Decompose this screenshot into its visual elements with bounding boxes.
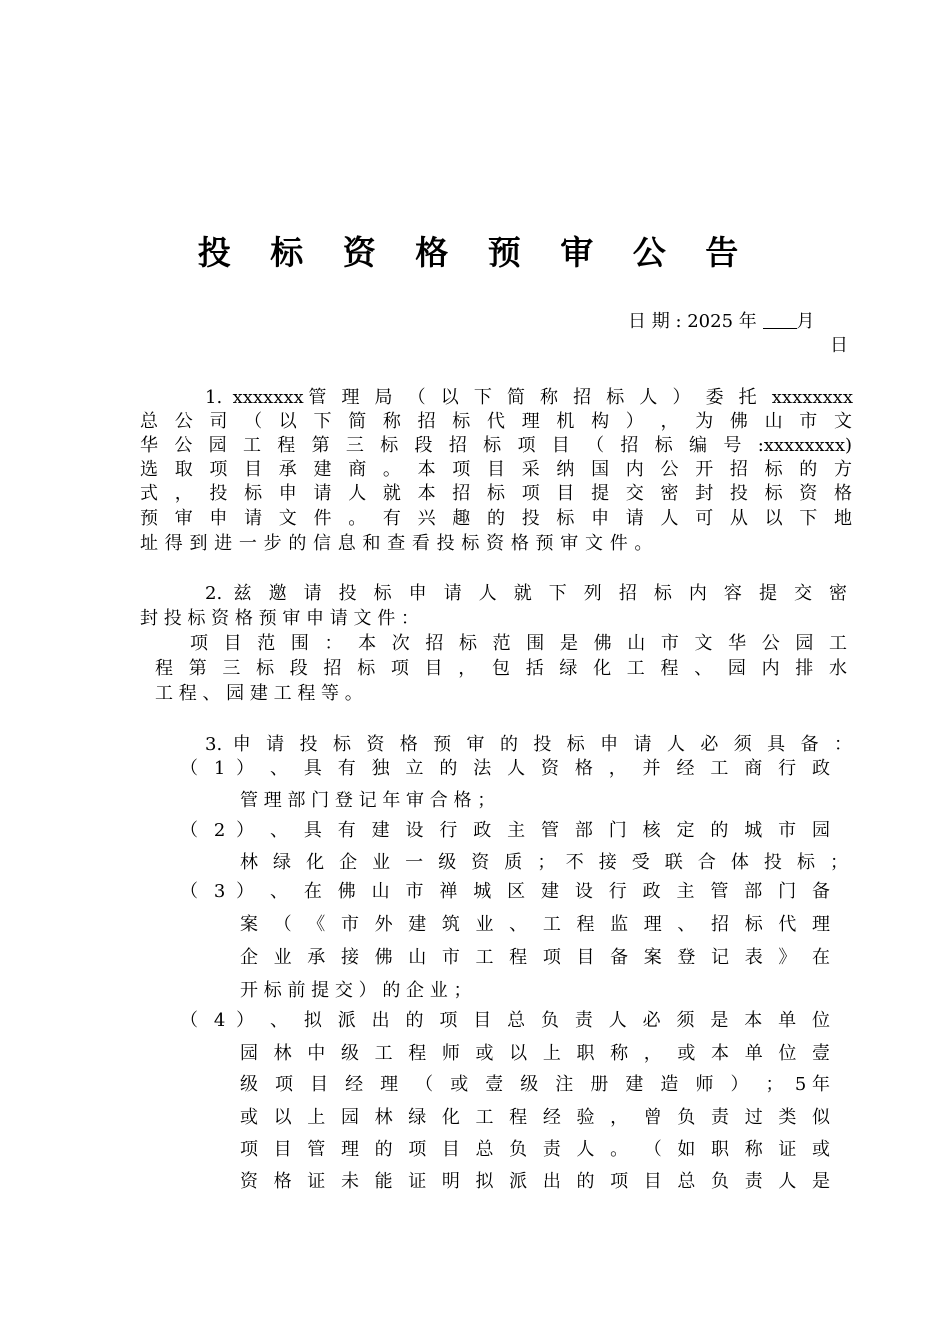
scope-line: 程 第 三 标 段 招 标 项 目 ， 包 括 绿 化 工 程 、 园 内 排 水	[155, 658, 847, 679]
requirement-item-4-cont: 项 目 管 理 的 项 目 总 负 责 人 。 （ 如 职 称 证 或	[240, 1139, 830, 1160]
requirement-item-3-cont: 开 标 前 提 交 ） 的 企 业 ；	[240, 980, 472, 1001]
section2-line: 封 投 标 资 格 预 审 申 请 文 件 ：	[140, 608, 419, 629]
section3-heading: 3. 申 请 投 标 资 格 预 审 的 投 标 申 请 人 必 须 具 备 ：	[205, 734, 852, 755]
requirement-item-4-cont: 或 以 上 园 林 绿 化 工 程 经 验 ， 曾 负 责 过 类 似	[240, 1107, 830, 1128]
section1-line: 总 公 司 （ 以 下 简 称 招 标 代 理 机 构 ） ， 为 佛 山 市 文	[140, 411, 852, 432]
date-day: 日	[830, 335, 848, 356]
section1-line: 预 审 申 请 文 件 。 有 兴 趣 的 投 标 申 请 人 可 从 以 下 地	[140, 508, 852, 529]
document-title: 投 标 资 格 预 审 公 告	[197, 233, 753, 272]
requirement-item-4-cont: 级 项 目 经 理 （ 或 壹 级 注 册 建 造 师 ） ； 5年	[240, 1074, 830, 1095]
section1-line: 选 取 项 目 承 建 商 。 本 项 目 采 纳 国 内 公 开 招 标 的 方	[140, 459, 852, 480]
section1-line: 式 ， 投 标 申 请 人 就 本 招 标 项 目 提 交 密 封 投 标 资 格	[140, 483, 852, 504]
requirement-item-1: （ 1 ） 、 具 有 独 立 的 法 人 资 格 ， 并 经 工 商 行 政	[180, 758, 830, 779]
requirement-item-2: （ 2 ） 、 具 有 建 设 行 政 主 管 部 门 核 定 的 城 市 园	[180, 820, 830, 841]
month-blank	[763, 310, 797, 329]
requirement-item-1-cont: 管 理 部 门 登 记 年 审 合 格 ；	[240, 790, 496, 811]
section1-line: 址 得 到 进 一 步 的 信 息 和 查 看 投 标 资 格 预 审 文 件 。	[140, 533, 653, 554]
section2-line: 2. 兹 邀 请 投 标 申 请 人 就 下 列 招 标 内 容 提 交 密	[205, 583, 847, 604]
requirement-item-4: （ 4 ） 、 拟 派 出 的 项 目 总 负 责 人 必 须 是 本 单 位	[180, 1010, 830, 1031]
date-line	[628, 310, 815, 334]
requirement-item-4-cont: 资 格 证 未 能 证 明 拟 派 出 的 项 目 总 负 责 人 是	[240, 1171, 830, 1192]
date-month-suffix: 月	[796, 311, 815, 332]
section1-line: 1. xxxxxxx管 理 局 （ 以 下 简 称 招 标 人 ） 委 托 xxxxxxxx	[205, 387, 853, 408]
requirement-item-3: （ 3 ） 、 在 佛 山 市 禅 城 区 建 设 行 政 主 管 部 门 备	[180, 881, 830, 902]
date-prefix: 日 期 : 2025 年	[628, 311, 757, 332]
scope-line: 项 目 范 围 ： 本 次 招 标 范 围 是 佛 山 市 文 华 公 园 工	[190, 633, 847, 654]
requirement-item-3-cont: 企 业 承 接 佛 山 市 工 程 项 目 备 案 登 记 表 》 在	[240, 947, 830, 968]
requirement-item-4-cont: 园 林 中 级 工 程 师 或 以 上 职 称 ， 或 本 单 位 壹	[240, 1043, 830, 1064]
requirement-item-2-cont: 林 绿 化 企 业 一 级 资 质 ； 不 接 受 联 合 体 投 标 ；	[240, 852, 848, 873]
requirement-item-3-cont: 案 （ 《 市 外 建 筑 业 、 工 程 监 理 、 招 标 代 理	[240, 914, 830, 935]
section1-line: 华 公 园 工 程 第 三 标 段 招 标 项 目 （ 招 标 编 号 :xxxxxxxx)	[140, 435, 852, 456]
scope-line: 工 程 、 园 建 工 程 等 。	[155, 683, 363, 704]
